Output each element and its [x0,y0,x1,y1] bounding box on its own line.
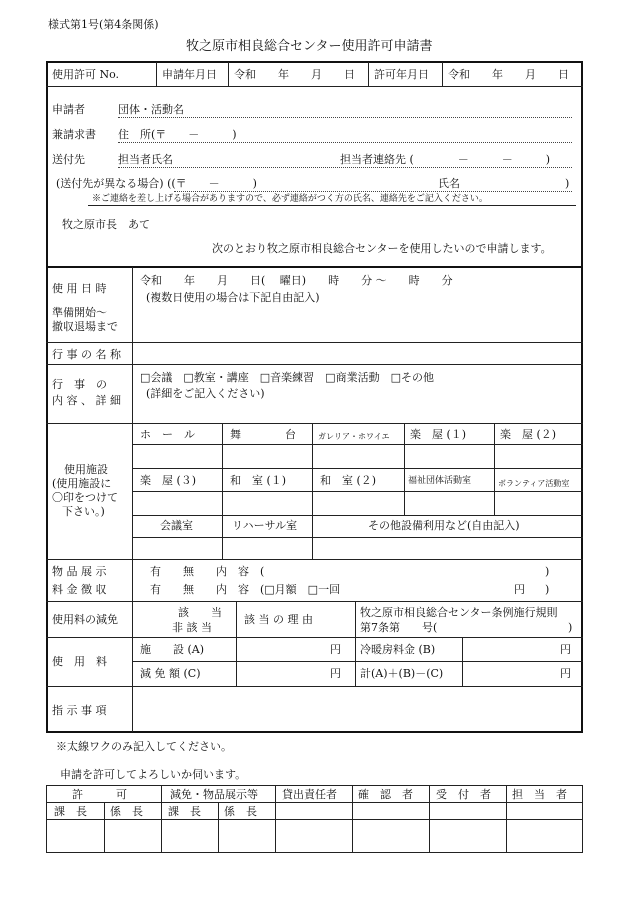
approval-subheader: 課 長 [168,805,201,818]
facility-other[interactable]: その他設備利用など(自由記入) [368,519,520,532]
approval-header: 受 付 者 [436,788,491,801]
permit-no-label: 使用許可 No. [52,68,120,81]
total-yen: 円 [560,667,571,680]
facility-dressing3[interactable]: 楽 屋 (３) [140,474,197,487]
datetime-field[interactable]: 令和 年 月 日( 曜日) 時 分 ～ 時 分 [140,274,453,287]
addressee: 牧之原市長 あて [62,218,150,231]
event-content-label: 行 事 の [52,378,107,391]
facility-meeting[interactable]: 会議室 [160,519,193,532]
ac-fee-yen: 円 [560,643,571,656]
facility-volunteer[interactable]: ボランティア活動室 [498,479,570,488]
goods-label: 物 品 展 示 [52,565,107,578]
facility-label-3: 〇印をつけて [52,491,118,504]
facility-fee-label: 施 設 (A) [140,643,205,656]
applicant-label: 申請者 [52,103,85,116]
reason-label: 該 当 の 理 由 [244,613,313,626]
facility-label-4: 下さい。) [62,505,105,518]
form-number: 様式第1号(第4条関係) [48,18,159,31]
facility-dressing1[interactable]: 楽 屋 (１) [410,428,467,441]
datetime-label: 使 用 日 時 [52,282,107,295]
org-input[interactable] [118,117,572,118]
rule-field[interactable]: 第7条第 号( [360,621,438,634]
approval-subheader: 課 長 [54,805,87,818]
instruction-label: 指 示 事 項 [52,704,107,717]
prep-label: 準備開始～ [52,306,107,319]
approval-header: 許 可 [72,788,127,801]
address-label: 住 所(〒 － ) [118,128,237,141]
address-input[interactable] [118,142,572,143]
facility-galleria[interactable]: ガレリア・ホワイエ [318,432,390,441]
reduced-fee-yen: 円 [330,667,341,680]
approval-subheader: 係 長 [110,805,143,818]
send-label: 送付先 [52,153,85,166]
facility-label-2: (使用施設に [52,477,112,490]
approval-header: 担 当 者 [512,788,567,801]
reduced-fee-label: 減 免 額 (C) [140,667,201,680]
rule-text: 牧之原市相良総合センター条例施行規則 [360,606,558,619]
event-type-options[interactable]: □会議 □教室・講座 □音楽練習 □商業活動 □その他 [140,371,434,384]
main-frame-bottom [46,731,583,733]
statement: 次のとおり牧之原市相良総合センターを使用したいので申請します。 [212,242,552,255]
applicable-option[interactable]: 該 当 [178,606,222,619]
total-label: 計(A)＋(B)－(C) [360,667,444,680]
alt-send-input[interactable] [174,191,572,192]
contact-name-label: 担当者氏名 [118,153,173,166]
facility-japanese1[interactable]: 和 室 (１) [230,474,287,487]
facility-rehearsal[interactable]: リハーサル室 [232,519,298,532]
main-frame-right [581,61,583,733]
fee-collection-label: 料 金 徴 収 [52,583,107,596]
contact-phone-label: 担当者連絡先 ( － － ) [340,153,551,166]
approval-header: 確 認 者 [358,788,413,801]
divider [46,86,583,87]
facility-welfare[interactable]: 福祉団体活動室 [408,476,472,486]
permit-date-label: 許可年月日 [374,68,429,81]
main-frame-top [46,61,583,63]
label-column-divider [132,267,133,732]
event-name-label: 行 事 の 名 称 [52,348,121,361]
apply-date-field[interactable]: 令和 年 月 日 [234,68,355,81]
fee-collection-field[interactable]: 有 無 内 容 (□月額 □一回 [150,583,341,596]
contact-note: ※ご連絡を差し上げる場合がありますので、必ず連絡がつく方の氏名、連絡先をご記入ください。 [92,194,488,204]
approval-subheader: 係 長 [224,805,257,818]
apply-date-label: 申請年月日 [162,68,217,81]
reduction-label: 使用料の減免 [52,613,118,626]
note-underline [88,205,576,206]
facility-hall[interactable]: ホ ー ル [140,428,195,441]
not-applicable-option[interactable]: 非 該 当 [172,621,212,634]
withdraw-label: 撤収退場まで [52,320,118,333]
facility-fee-yen: 円 [330,643,341,656]
event-detail-note: (詳細をご記入ください) [146,387,265,400]
alt-name-label: 氏名 [438,177,460,190]
approval-header: 減免・物品展示等 [170,788,258,801]
goods-field[interactable]: 有 無 内 容 ( [150,565,265,578]
section-divider [46,266,583,268]
bold-note: ※太線ワクのみ記入してください。 [56,740,232,753]
event-detail-label: 内 容 、 詳 細 [52,394,121,407]
facility-dressing2[interactable]: 楽 屋 (２) [500,428,557,441]
page-title: 牧之原市相良総合センター使用許可申請書 [186,39,433,54]
facility-label: 使用施設 [64,463,108,476]
approval-header: 貸出責任者 [282,788,337,801]
ac-fee-label: 冷暖房料金 (B) [360,643,436,656]
org-label: 団体・活動名 [118,103,184,116]
main-frame-left [46,61,48,733]
permit-date-field[interactable]: 令和 年 月 日 [448,68,569,81]
facility-stage[interactable]: 舞 台 [230,428,296,441]
fee-label: 使 用 料 [52,655,107,668]
contact-input[interactable] [118,167,572,168]
multi-day-note: (複数日使用の場合は下記自由記入) [146,291,320,304]
facility-japanese2[interactable]: 和 室 (２) [320,474,377,487]
billing-label: 兼請求書 [52,128,96,141]
approval-text: 申請を許可してよろしいか伺います。 [60,768,247,781]
alt-send-label: (送付先が異なる場合) ((〒 － ) [56,177,257,190]
